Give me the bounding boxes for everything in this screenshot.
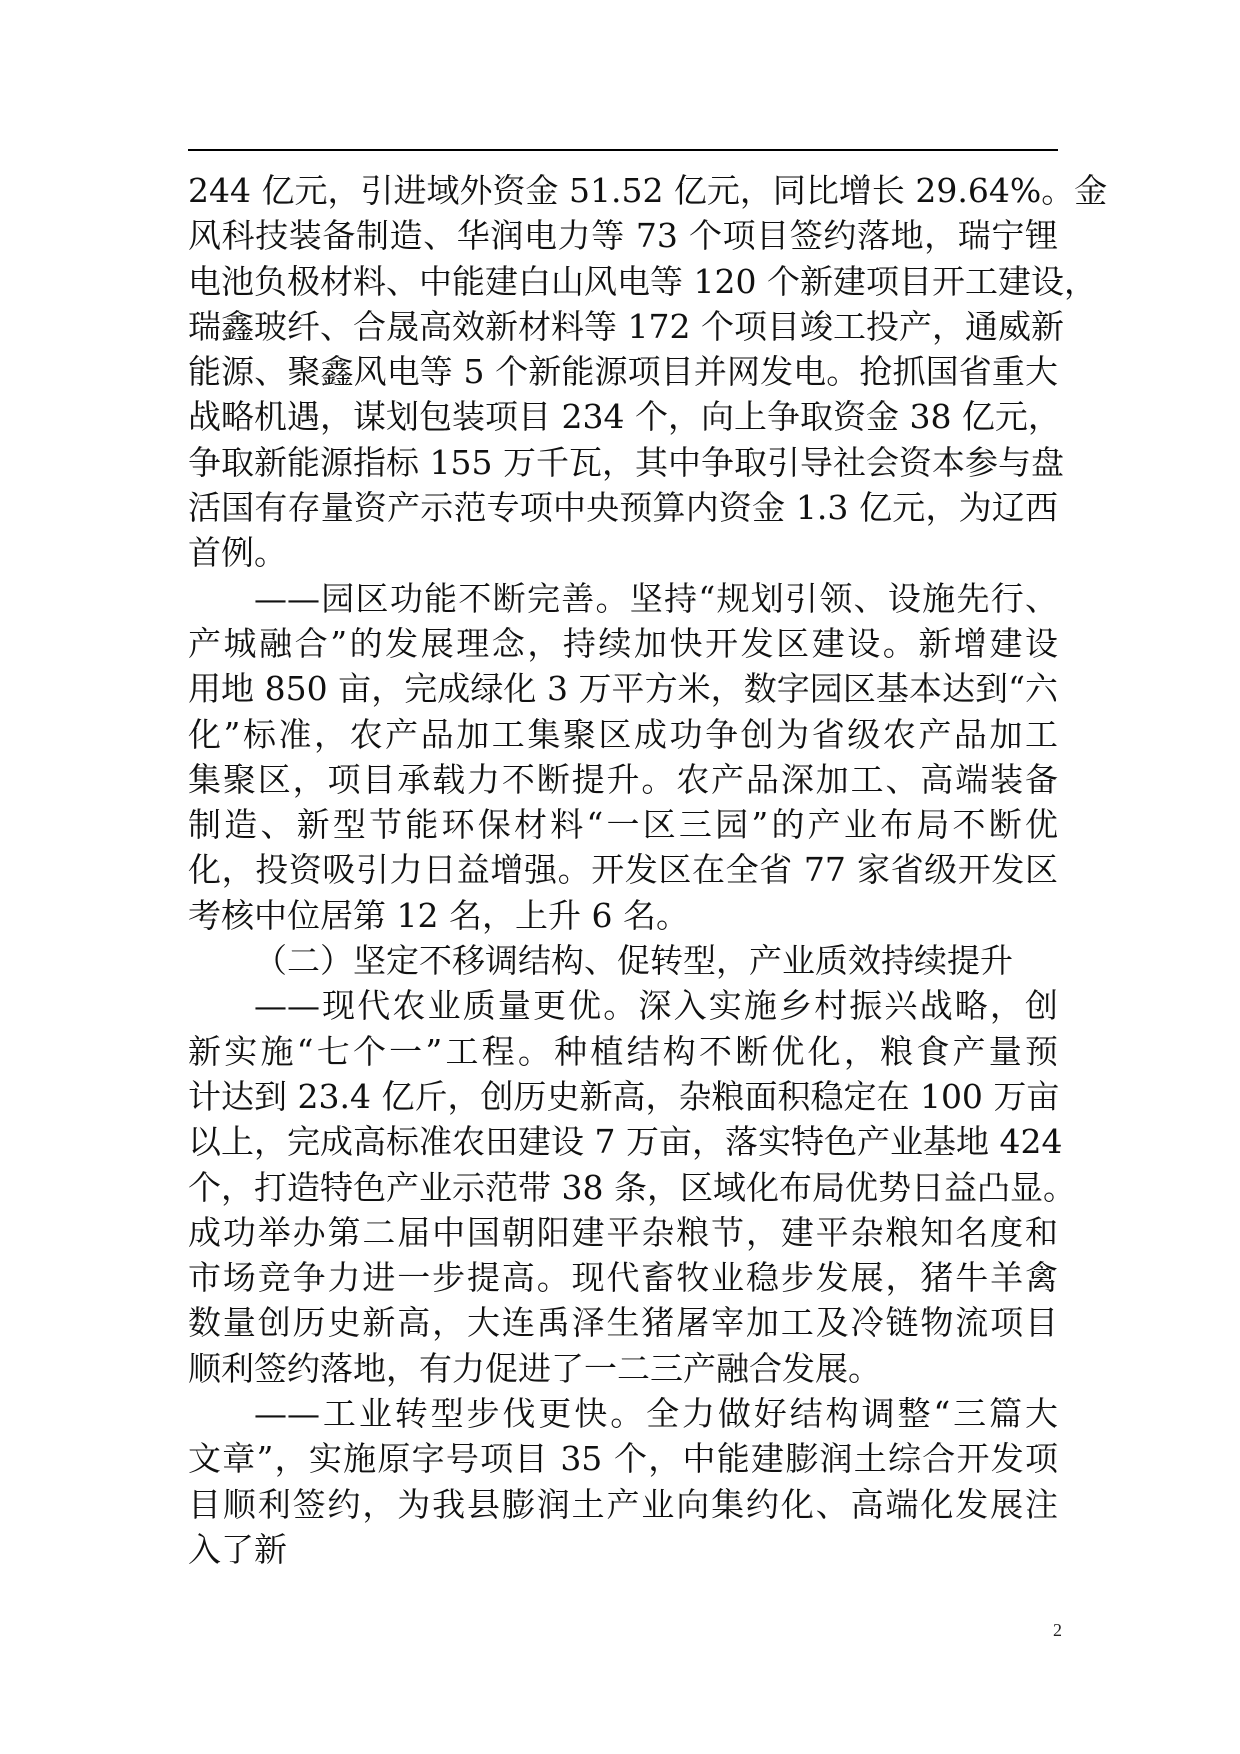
text-line: 计达到 23.4 亿斤，创历史新高，杂粮面积稳定在 100 万亩 xyxy=(188,1076,1060,1116)
text-line: 以上，完成高标准农田建设 7 万亩，落实特色产业基地 424 xyxy=(188,1122,1063,1162)
text-line: 战略机遇，谋划包装项目 234 个，向上争取资金 38 亿元， xyxy=(188,397,1061,437)
text-line: 风科技装备制造、华润电力等 73 个项目签约落地，瑞宁锂 xyxy=(188,216,1058,256)
text-line: 成功举办第二届中国朝阳建平杂粮节，建平杂粮知名度和 xyxy=(188,1212,1058,1252)
text-line: 电池负极材料、中能建白山风电等 120 个新建项目开工建设， xyxy=(188,261,1097,301)
text-line: 顺利签约落地，有力促进了一二三产融合发展。 xyxy=(188,1348,881,1388)
text-line: 化”标准，农产品加工集聚区成功争创为省级农产品加工 xyxy=(188,714,1058,754)
text-line: 产城融合”的发展理念，持续加快开发区建设。新增建设 xyxy=(188,623,1058,663)
page-number: 2 xyxy=(1053,1620,1062,1640)
text-line: 争取新能源指标 155 万千瓦，其中争取引导社会资本参与盘 xyxy=(188,442,1064,482)
text-line: 活国有存量资产示范专项中央预算内资金 1.3 亿元，为辽西 xyxy=(188,488,1058,528)
text-line: 集聚区，项目承载力不断提升。农产品深加工、高端装备 xyxy=(188,759,1058,799)
text-line: 瑞鑫玻纤、合晟高效新材料等 172 个项目竣工投产，通威新 xyxy=(188,306,1064,346)
text-line: 目顺利签约，为我县膨润土产业向集约化、高端化发展注 xyxy=(188,1484,1058,1524)
text-line: 数量创历史新高，大连禹泽生猪屠宰加工及冷链物流项目 xyxy=(188,1303,1058,1343)
text-line: ——现代农业质量更优。深入实施乡村振兴战略，创 xyxy=(254,986,1058,1026)
text-line: 新实施“七个一”工程。种植结构不断优化，粮食产量预 xyxy=(188,1031,1058,1071)
document-body xyxy=(188,168,1108,1572)
text-line: 市场竞争力进一步提高。现代畜牧业稳步发展，猪牛羊禽 xyxy=(188,1258,1058,1298)
text-line: 个，打造特色产业示范带 38 条，区域化布局优势日益凸显。 xyxy=(188,1167,1076,1207)
text-line: 考核中位居第 12 名，上升 6 名。 xyxy=(188,895,689,935)
text-line: 入了新 xyxy=(188,1529,287,1569)
text-line: 制造、新型节能环保材料“一区三园”的产业布局不断优 xyxy=(188,805,1058,845)
text-line: 首例。 xyxy=(188,533,287,573)
section-heading: （二）坚定不移调结构、促转型，产业质效持续提升 xyxy=(254,941,1013,981)
text-line: ——工业转型步伐更快。全力做好结构调整“三篇大 xyxy=(254,1394,1058,1434)
text-line: ——园区功能不断完善。坚持“规划引领、设施先行、 xyxy=(254,578,1058,618)
header-rule xyxy=(188,149,1058,151)
text-line: 化，投资吸引力日益增强。开发区在全省 77 家省级开发区 xyxy=(188,850,1058,890)
text-line: 244 亿元，引进域外资金 51.52 亿元，同比增长 29.64%。金 xyxy=(188,171,1108,210)
text-line: 用地 850 亩，完成绿化 3 万平方米，数字园区基本达到“六 xyxy=(188,669,1058,709)
text-line: 能源、聚鑫风电等 5 个新能源项目并网发电。抢抓国省重大 xyxy=(188,352,1058,392)
text-line: 文章”，实施原字号项目 35 个，中能建膨润土综合开发项 xyxy=(188,1439,1058,1479)
